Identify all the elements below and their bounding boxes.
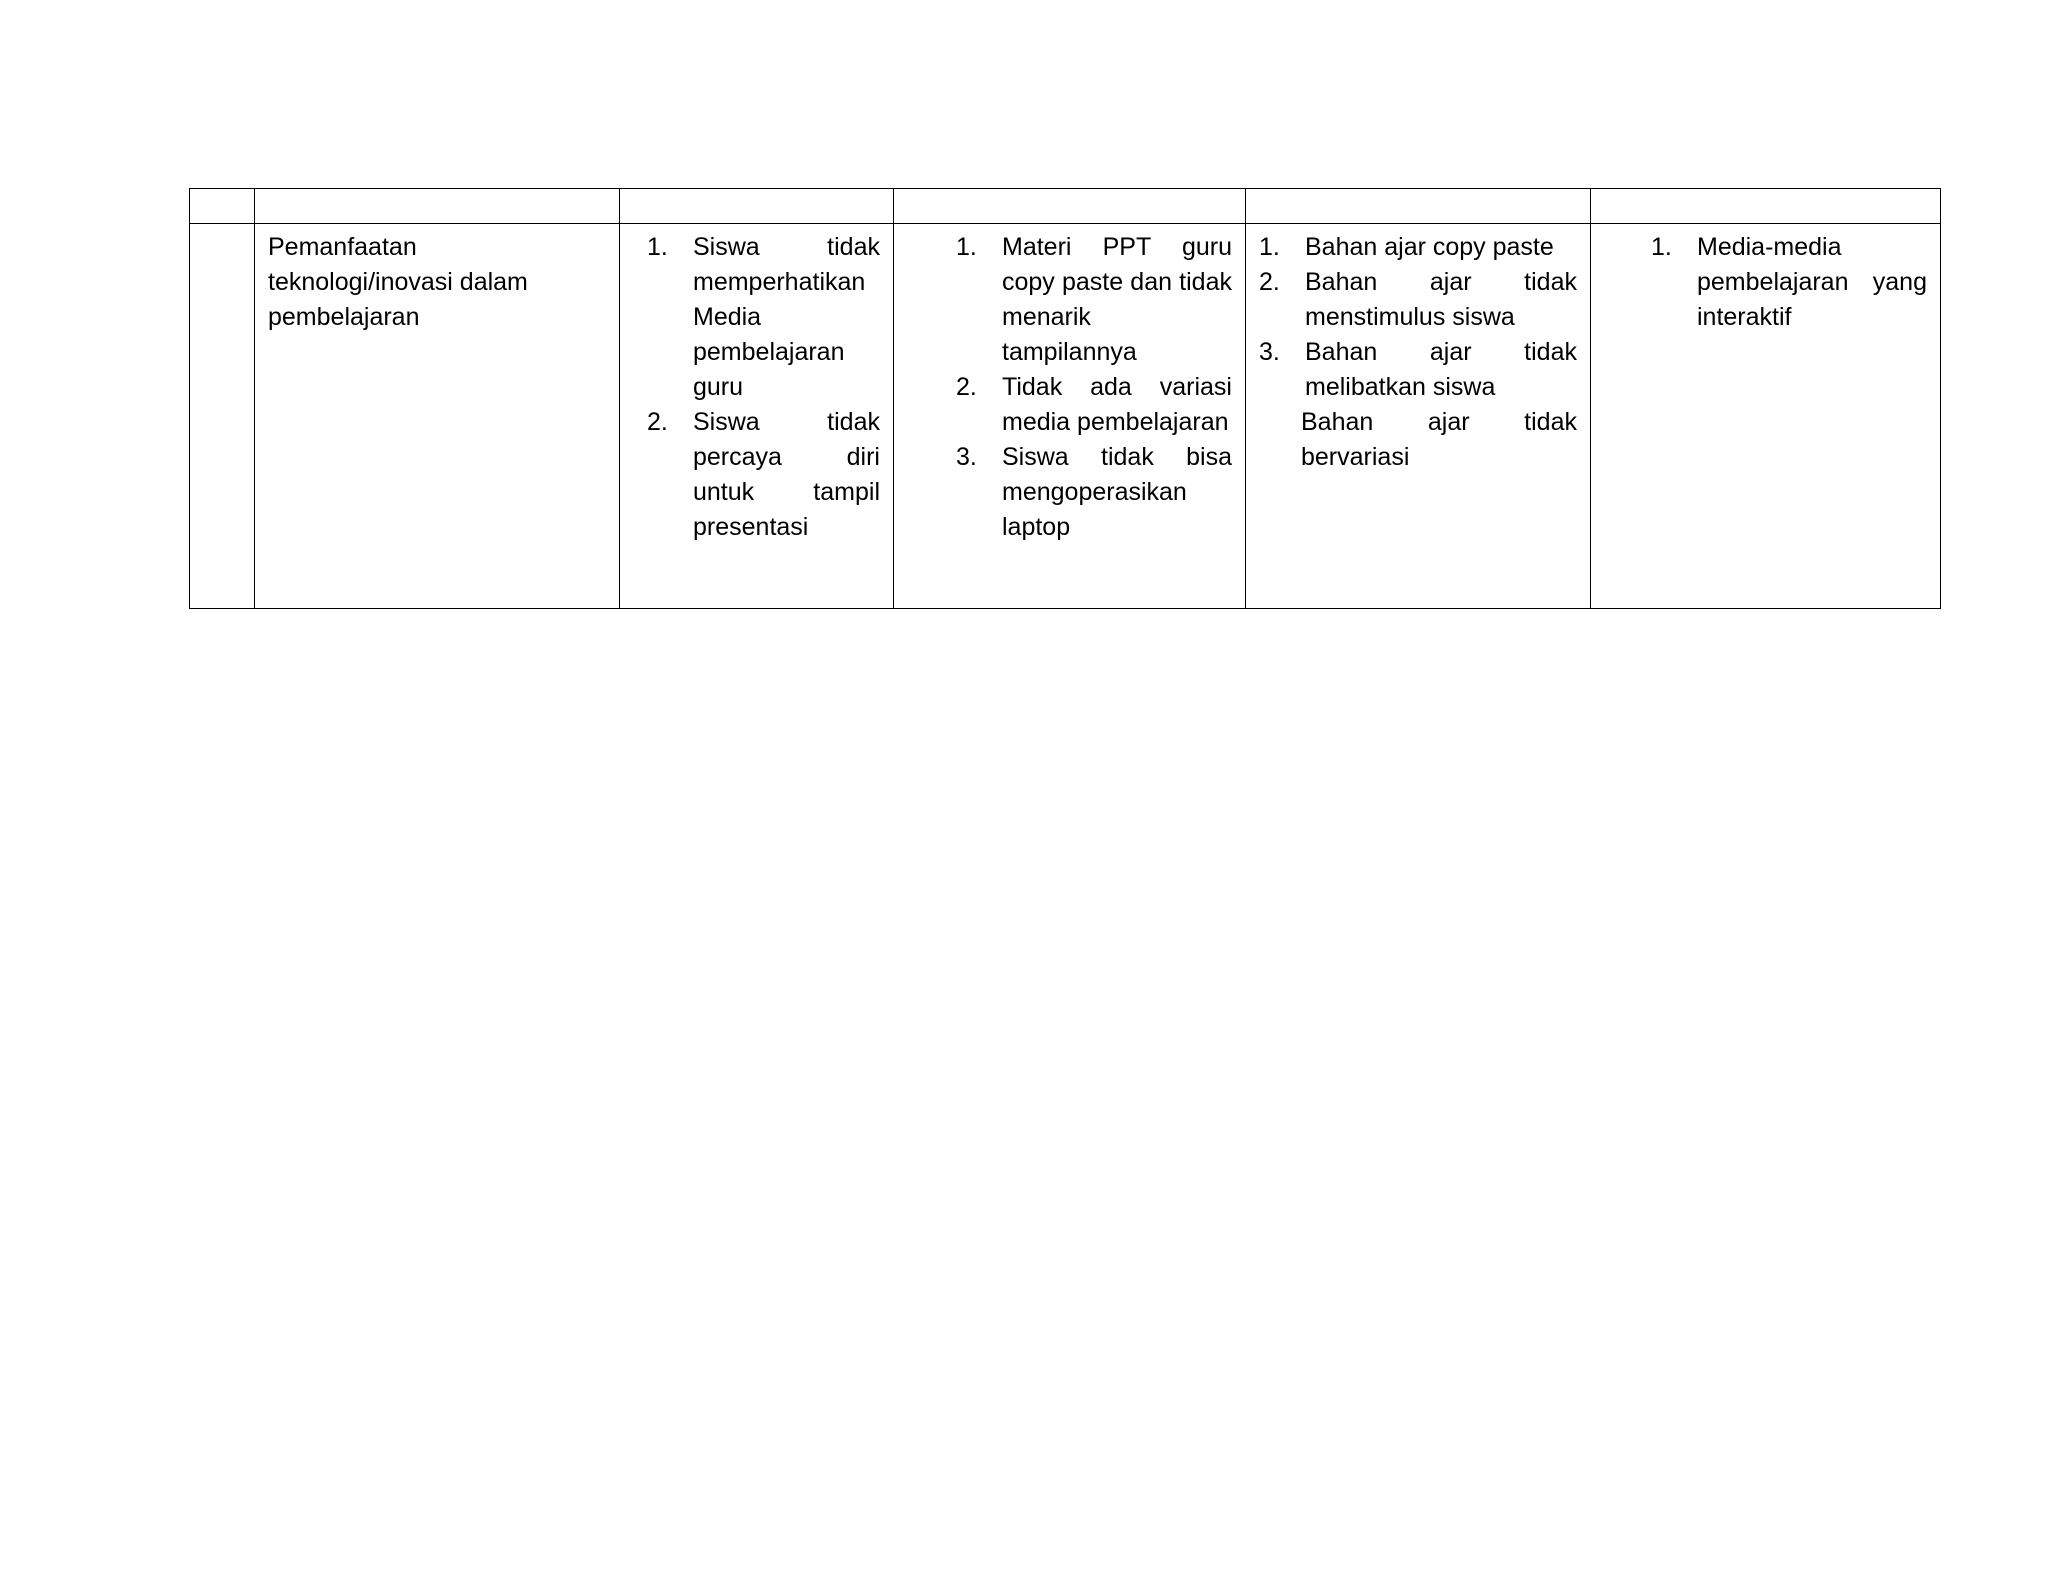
list-text: Media-media pembelajaran yang interaktif	[1697, 233, 1927, 331]
list-text: Tidak ada variasi media pembelajaran	[1002, 373, 1232, 436]
header-cell	[1246, 189, 1591, 224]
header-cell	[1591, 189, 1941, 224]
extra-list-text: Bahan ajar tidak bervariasi	[1301, 408, 1577, 471]
list-item	[647, 405, 880, 545]
list-number: 3.	[1259, 338, 1280, 366]
list-number: 2.	[956, 373, 977, 401]
list-number: 1.	[956, 233, 977, 261]
row-number-cell	[190, 224, 255, 609]
list-cell-col3	[620, 224, 894, 609]
list-cell-col5	[1246, 224, 1591, 609]
numbered-list	[956, 230, 1232, 545]
list-item	[1259, 335, 1577, 405]
list-number: 1.	[1651, 233, 1672, 261]
header-cell	[190, 189, 255, 224]
numbered-list	[1651, 230, 1927, 335]
list-number: 2.	[647, 408, 668, 436]
list-item	[956, 370, 1232, 440]
list-number: 2.	[1259, 268, 1280, 296]
numbered-list	[1259, 230, 1577, 405]
header-cell	[620, 189, 894, 224]
table-row	[190, 224, 1941, 609]
header-cell	[255, 189, 620, 224]
list-item	[1259, 230, 1577, 265]
list-text: Bahan ajar copy paste	[1305, 233, 1554, 261]
list-text: Siswa tidak percaya diri untuk tampil presentasi	[693, 408, 880, 541]
aspect-cell	[255, 224, 620, 609]
list-text: Siswa tidak memperhatikan Media pembelajaran guru	[693, 233, 880, 401]
list-item	[1259, 265, 1577, 335]
list-text: Bahan ajar tidak menstimulus siswa	[1305, 268, 1577, 331]
list-item	[647, 230, 880, 405]
list-cell-col4	[894, 224, 1246, 609]
numbered-list	[647, 230, 880, 545]
list-text: Siswa tidak bisa mengoperasikan laptop	[1002, 443, 1232, 541]
list-item	[956, 230, 1232, 370]
header-cell	[894, 189, 1246, 224]
list-item	[1651, 230, 1927, 335]
list-number: 1.	[647, 233, 668, 261]
aspect-text: Pemanfaatan teknologi/inovasi dalam pembelajaran	[268, 233, 528, 331]
table-header-row	[190, 189, 1941, 224]
list-number: 3.	[956, 443, 977, 471]
list-cell-col6	[1591, 224, 1941, 609]
list-item	[956, 440, 1232, 545]
list-text: Materi PPT guru copy paste dan tidak menarik tampilannya	[1002, 233, 1232, 366]
list-text: Bahan ajar tidak melibatkan siswa	[1305, 338, 1577, 401]
analysis-table	[189, 188, 1941, 609]
list-number: 1.	[1259, 233, 1280, 261]
